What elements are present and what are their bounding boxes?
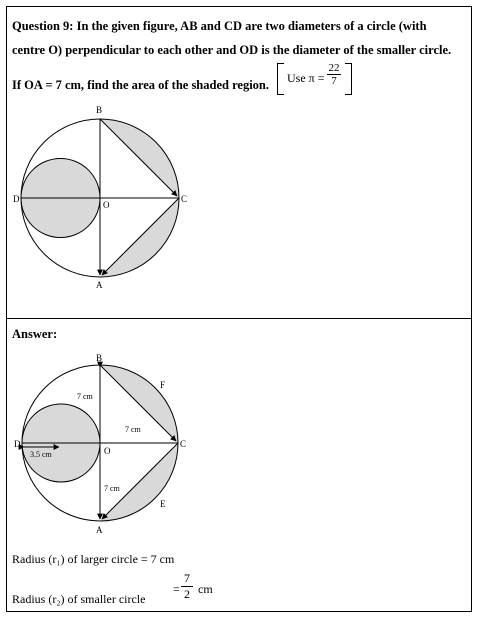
label-a-answer: A (96, 525, 103, 535)
label-c-answer: C (180, 439, 187, 449)
label-c: C (181, 194, 188, 204)
hint-prefix: Use π = (287, 71, 325, 85)
dim-small-radius-label: 3.5 cm (30, 450, 52, 459)
answer-line-2-denominator: 2 (181, 586, 193, 602)
label-b-answer: B (96, 353, 103, 363)
hint-denominator: 7 (327, 74, 341, 87)
hint-numerator: 22 (328, 62, 340, 74)
question-line-1: Question 9: In the given figure, AB and CD are two diameters of a circle (with (12, 19, 427, 33)
label-d: D (13, 194, 20, 204)
figure1-drawing (13, 105, 187, 290)
answer-line-2-equals: = (173, 582, 180, 596)
answer-line-2-numerator: 7 (184, 571, 190, 585)
dim-oc-label: 7 cm (125, 425, 141, 434)
label-o-answer: O (104, 446, 111, 456)
answer-line-2-unit: cm (198, 582, 213, 596)
label-b: B (96, 105, 103, 115)
label-f-answer: F (160, 380, 166, 390)
answer-line-2-text: Radius (r₂) of smaller circle (12, 592, 146, 606)
answer-heading: Answer: (12, 327, 58, 341)
question-line-2: centre O) perpendicular to each other and OD is the diameter of the smaller circle. (12, 43, 452, 57)
label-a: A (96, 280, 103, 290)
answer-line-1: Radius (r₁) of larger circle = 7 cm (12, 552, 175, 566)
dim-oa-label: 7 cm (104, 484, 120, 493)
label-e-answer: E (160, 499, 166, 509)
label-d-answer: D (14, 439, 21, 449)
question-line-3: If OA = 7 cm, find the area of the shaded region. (12, 78, 270, 92)
dim-ob-label: 7 cm (77, 392, 93, 401)
figure2-drawing (14, 353, 186, 535)
label-o: O (103, 200, 110, 210)
answer-line-2-fraction (181, 571, 193, 602)
